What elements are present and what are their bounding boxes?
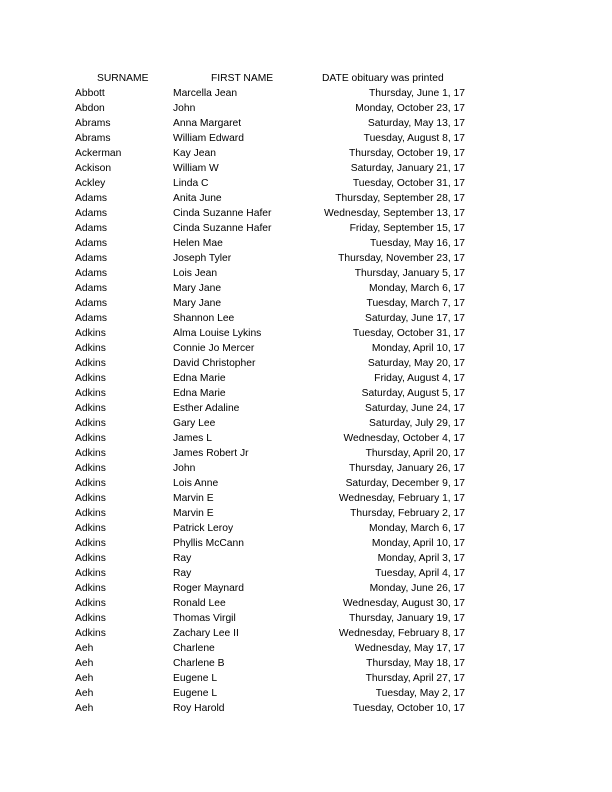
date-cell: Thursday, April 20, 17 xyxy=(365,448,465,459)
table-row xyxy=(0,266,612,281)
surname-cell: Adams xyxy=(75,208,108,219)
table-row xyxy=(0,251,612,266)
date-cell: Wednesday, February 8, 17 xyxy=(338,628,465,639)
surname-cell: Adkins xyxy=(75,538,106,549)
surname-cell: Adams xyxy=(75,253,108,264)
surname-cell: Adkins xyxy=(75,373,106,384)
surname-cell: Adkins xyxy=(75,553,106,564)
first-name-cell: Alma Louise Lykins xyxy=(173,328,262,339)
first-name-cell: Edna Marie xyxy=(173,373,226,384)
surname-cell: Adkins xyxy=(75,478,106,489)
first-name-cell: Linda C xyxy=(173,178,209,189)
table-row xyxy=(0,491,612,506)
obituary-table xyxy=(0,71,612,716)
table-row xyxy=(0,401,612,416)
first-name-cell: Thomas Virgil xyxy=(173,613,236,624)
surname-cell: Abrams xyxy=(75,133,111,144)
first-name-cell: Zachary Lee II xyxy=(173,628,239,639)
table-row xyxy=(0,551,612,566)
date-cell: Saturday, June 24, 17 xyxy=(365,403,465,414)
date-cell: Monday, March 6, 17 xyxy=(369,283,465,294)
first-name-cell: Gary Lee xyxy=(173,418,216,429)
first-name-cell: Shannon Lee xyxy=(173,313,235,324)
surname-cell: Adams xyxy=(75,193,108,204)
surname-cell: Adkins xyxy=(75,523,106,534)
first-name-cell: Ronald Lee xyxy=(173,598,226,609)
first-name-cell: David Christopher xyxy=(173,358,256,369)
first-name-cell: Roger Maynard xyxy=(173,583,244,594)
first-name-cell: Roy Harold xyxy=(173,703,225,714)
table-row xyxy=(0,206,612,221)
header-first-name: FIRST NAME xyxy=(211,73,274,84)
table-row xyxy=(0,656,612,671)
header-date: DATE obituary was printed xyxy=(322,73,444,84)
surname-cell: Adkins xyxy=(75,418,106,429)
date-cell: Tuesday, October 10, 17 xyxy=(352,703,465,714)
first-name-cell: Ray xyxy=(173,568,192,579)
first-name-cell: John xyxy=(173,463,196,474)
surname-cell: Adkins xyxy=(75,388,106,399)
first-name-cell: Mary Jane xyxy=(173,298,222,309)
table-row xyxy=(0,356,612,371)
surname-cell: Aeh xyxy=(75,688,94,699)
table-row xyxy=(0,146,612,161)
first-name-cell: Patrick Leroy xyxy=(173,523,234,534)
table-row xyxy=(0,86,612,101)
table-row xyxy=(0,416,612,431)
date-cell: Wednesday, October 4, 17 xyxy=(343,433,465,444)
first-name-cell: Eugene L xyxy=(173,688,218,699)
surname-cell: Adams xyxy=(75,238,108,249)
surname-cell: Adams xyxy=(75,298,108,309)
first-name-cell: Joseph Tyler xyxy=(173,253,232,264)
table-row xyxy=(0,176,612,191)
date-cell: Monday, June 26, 17 xyxy=(369,583,465,594)
table-row xyxy=(0,461,612,476)
date-cell: Thursday, January 19, 17 xyxy=(348,613,465,624)
date-cell: Thursday, October 19, 17 xyxy=(349,148,465,159)
first-name-cell: Esther Adaline xyxy=(173,403,240,414)
date-cell: Tuesday, May 2, 17 xyxy=(375,688,465,699)
date-cell: Thursday, February 2, 17 xyxy=(350,508,465,519)
date-cell: Wednesday, May 17, 17 xyxy=(354,643,465,654)
surname-cell: Ackley xyxy=(75,178,106,189)
first-name-cell: Charlene B xyxy=(173,658,225,669)
surname-cell: Aeh xyxy=(75,658,94,669)
first-name-cell: John xyxy=(173,103,196,114)
first-name-cell: Kay Jean xyxy=(173,148,216,159)
first-name-cell: Marvin E xyxy=(173,493,214,504)
surname-cell: Adkins xyxy=(75,463,106,474)
table-row xyxy=(0,611,612,626)
table-row xyxy=(0,521,612,536)
surname-cell: Abbott xyxy=(75,88,105,99)
table-body xyxy=(0,86,612,716)
date-cell: Thursday, May 18, 17 xyxy=(366,658,465,669)
surname-cell: Adkins xyxy=(75,358,106,369)
first-name-cell: Marvin E xyxy=(173,508,214,519)
first-name-cell: Marcella Jean xyxy=(173,88,238,99)
first-name-cell: Eugene L xyxy=(173,673,218,684)
date-cell: Tuesday, April 4, 17 xyxy=(375,568,465,579)
table-row xyxy=(0,671,612,686)
date-cell: Saturday, August 5, 17 xyxy=(361,388,465,399)
surname-cell: Aeh xyxy=(75,643,94,654)
table-row xyxy=(0,101,612,116)
table-row xyxy=(0,371,612,386)
date-cell: Saturday, June 17, 17 xyxy=(365,313,465,324)
surname-cell: Adkins xyxy=(75,328,106,339)
surname-cell: Adkins xyxy=(75,493,106,504)
table-row xyxy=(0,191,612,206)
surname-cell: Adams xyxy=(75,313,108,324)
date-cell: Wednesday, September 13, 17 xyxy=(323,208,465,219)
table-row xyxy=(0,686,612,701)
table-row xyxy=(0,161,612,176)
first-name-cell: Lois Anne xyxy=(173,478,219,489)
first-name-cell: William W xyxy=(173,163,219,174)
date-cell: Friday, August 4, 17 xyxy=(374,373,465,384)
first-name-cell: William Edward xyxy=(173,133,244,144)
date-cell: Saturday, January 21, 17 xyxy=(350,163,465,174)
surname-cell: Adams xyxy=(75,223,108,234)
date-cell: Monday, April 10, 17 xyxy=(371,538,465,549)
date-cell: Thursday, January 26, 17 xyxy=(348,463,465,474)
table-row xyxy=(0,566,612,581)
date-cell: Monday, October 23, 17 xyxy=(355,103,465,114)
surname-cell: Abdon xyxy=(75,103,105,114)
date-cell: Saturday, July 29, 17 xyxy=(369,418,465,429)
table-row xyxy=(0,581,612,596)
surname-cell: Ackison xyxy=(75,163,112,174)
surname-cell: Adkins xyxy=(75,433,106,444)
first-name-cell: Lois Jean xyxy=(173,268,218,279)
table-row xyxy=(0,281,612,296)
surname-cell: Adkins xyxy=(75,598,106,609)
date-cell: Tuesday, August 8, 17 xyxy=(363,133,465,144)
surname-cell: Adkins xyxy=(75,583,106,594)
first-name-cell: Ray xyxy=(173,553,192,564)
table-row xyxy=(0,311,612,326)
surname-cell: Adkins xyxy=(75,628,106,639)
first-name-cell: Cinda Suzanne Hafer xyxy=(173,223,272,234)
date-cell: Thursday, November 23, 17 xyxy=(338,253,465,264)
table-row xyxy=(0,296,612,311)
date-cell: Tuesday, March 7, 17 xyxy=(366,298,465,309)
table-row xyxy=(0,326,612,341)
first-name-cell: James Robert Jr xyxy=(173,448,249,459)
surname-cell: Adkins xyxy=(75,343,106,354)
first-name-cell: Edna Marie xyxy=(173,388,226,399)
first-name-cell: Anita June xyxy=(173,193,222,204)
table-row xyxy=(0,236,612,251)
first-name-cell: Phyllis McCann xyxy=(173,538,244,549)
table-row xyxy=(0,386,612,401)
surname-cell: Adams xyxy=(75,268,108,279)
table-row xyxy=(0,131,612,146)
table-row xyxy=(0,476,612,491)
date-cell: Friday, September 15, 17 xyxy=(349,223,465,234)
table-row xyxy=(0,221,612,236)
date-cell: Monday, April 10, 17 xyxy=(371,343,465,354)
first-name-cell: Mary Jane xyxy=(173,283,222,294)
date-cell: Saturday, December 9, 17 xyxy=(345,478,465,489)
table-row xyxy=(0,701,612,716)
date-cell: Tuesday, October 31, 17 xyxy=(352,328,465,339)
table-row xyxy=(0,536,612,551)
date-cell: Thursday, April 27, 17 xyxy=(365,673,465,684)
header-row xyxy=(0,71,612,86)
date-cell: Saturday, May 13, 17 xyxy=(367,118,465,129)
table-row xyxy=(0,596,612,611)
table-row xyxy=(0,341,612,356)
first-name-cell: Charlene xyxy=(173,643,215,654)
table-row xyxy=(0,626,612,641)
surname-cell: Aeh xyxy=(75,703,94,714)
date-cell: Monday, March 6, 17 xyxy=(369,523,465,534)
surname-cell: Ackerman xyxy=(75,148,122,159)
surname-cell: Aeh xyxy=(75,673,94,684)
date-cell: Monday, April 3, 17 xyxy=(377,553,465,564)
table-row xyxy=(0,431,612,446)
first-name-cell: Connie Jo Mercer xyxy=(173,343,255,354)
first-name-cell: Anna Margaret xyxy=(173,118,242,129)
date-cell: Thursday, January 5, 17 xyxy=(354,268,465,279)
first-name-cell: Cinda Suzanne Hafer xyxy=(173,208,272,219)
surname-cell: Abrams xyxy=(75,118,111,129)
table-row xyxy=(0,116,612,131)
date-cell: Wednesday, August 30, 17 xyxy=(342,598,465,609)
header-surname: SURNAME xyxy=(97,73,149,84)
surname-cell: Adkins xyxy=(75,613,106,624)
table-row xyxy=(0,446,612,461)
date-cell: Tuesday, May 16, 17 xyxy=(369,238,465,249)
first-name-cell: James L xyxy=(173,433,212,444)
date-cell: Thursday, September 28, 17 xyxy=(335,193,465,204)
surname-cell: Adkins xyxy=(75,508,106,519)
surname-cell: Adkins xyxy=(75,448,106,459)
date-cell: Wednesday, February 1, 17 xyxy=(338,493,465,504)
date-cell: Tuesday, October 31, 17 xyxy=(352,178,465,189)
surname-cell: Adams xyxy=(75,283,108,294)
date-cell: Saturday, May 20, 17 xyxy=(367,358,465,369)
surname-cell: Adkins xyxy=(75,403,106,414)
table-row xyxy=(0,641,612,656)
surname-cell: Adkins xyxy=(75,568,106,579)
table-row xyxy=(0,506,612,521)
first-name-cell: Helen Mae xyxy=(173,238,223,249)
date-cell: Thursday, June 1, 17 xyxy=(369,88,465,99)
